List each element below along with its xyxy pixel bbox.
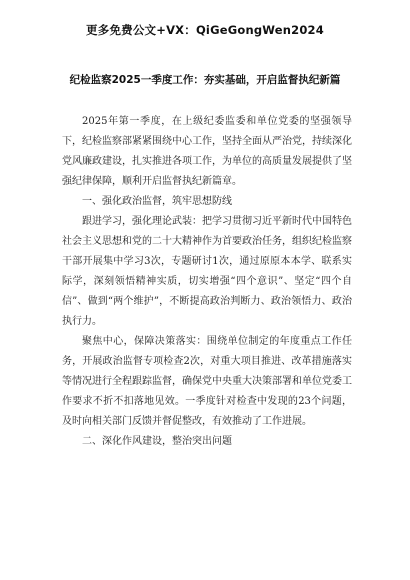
document-title: 纪检监察2025一季度工作：夯实基础，开启监督执纪新篇	[69, 74, 341, 86]
section-heading-1: 一、强化政治监督，筑牢思想防线	[82, 196, 232, 207]
promo-banner: 更多免费公文+VX：QiGeGongWen2024	[86, 23, 324, 37]
paragraph-theory-study: 跟进学习，强化理论武装：把学习贯彻习近平新时代中国特色社会主义思想和党的二十大精神作为首要政治任务，组织纪检监察干部开展集中学习3次，专题研讨1次，通过原原本本学、联系实际学，深刻领悟精神实质，切实增强“四个意识”、坚定“四个自信”、做到“两个维护”，不断提高政治判断力、政治领悟力、政治执行力。	[62, 216, 352, 327]
intro-paragraph: 2025年第一季度，在上级纪委监委和单位党委的坚强领导下，纪检监察部紧紧围绕中心工作，坚持全面从严治党，持续深化党风廉政建设，扎实推进各项工作，为单位的高质量发展提供了坚强纪律保障，顺利开启监督执纪新篇章。	[62, 116, 352, 187]
paragraph-decision-implementation: 聚焦中心，保障决策落实：围绕单位制定的年度重点工作任务，开展政治监督专项检查2次，对重大项目推进、改革措施落实等情况进行全程跟踪监督，确保党中央重大决策部署和单位党委工作要求不折不扣落地见效。一季度针对检查中发现的23个问题，及时向相关部门反馈并督促整改，有效推动了工作进展。	[62, 336, 352, 427]
section-heading-2: 二、深化作风建设，整治突出问题	[82, 436, 232, 447]
document-body	[62, 112, 352, 452]
